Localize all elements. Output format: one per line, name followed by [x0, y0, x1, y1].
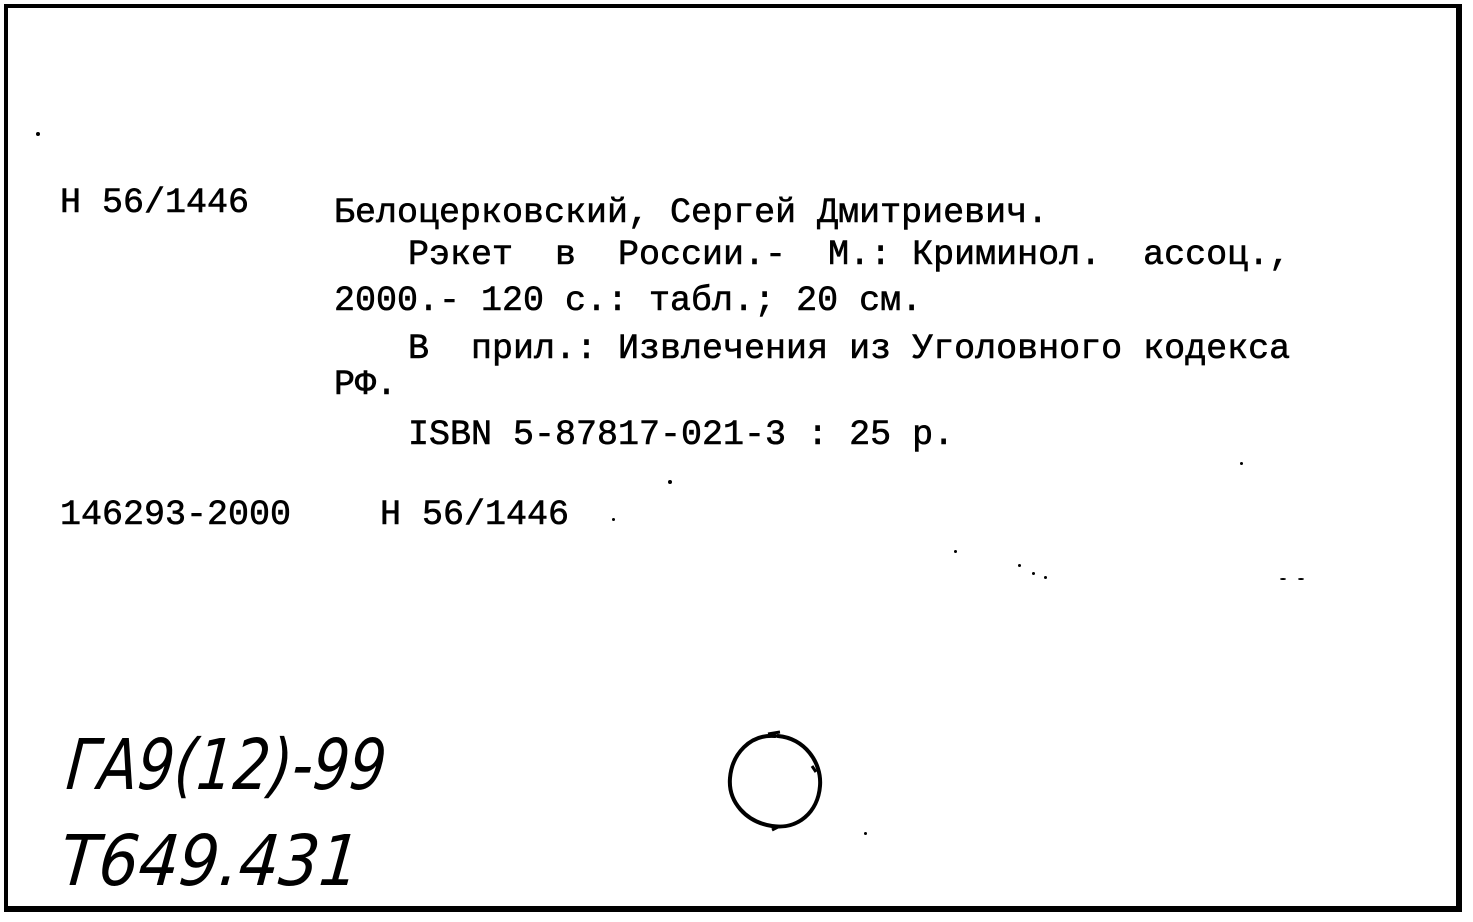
scan-speck	[864, 832, 867, 835]
scan-speck	[1044, 576, 1047, 579]
call-number: Н 56/1446	[60, 183, 250, 223]
author-heading: Белоцерковский, Сергей Дмитриевич.	[334, 193, 1049, 233]
scan-speck	[954, 550, 957, 553]
catalog-card	[4, 4, 1462, 912]
scan-speck	[1240, 462, 1243, 465]
note-line-continued: РФ.	[334, 365, 398, 405]
record-call-number: Н 56/1446	[380, 495, 570, 535]
handwritten-shelf-mark: Т649.431	[56, 820, 364, 902]
isbn-line: ISBN 5-87817-021-3 : 25 р.	[408, 415, 955, 455]
scan-speck	[1280, 578, 1286, 580]
scan-speck	[36, 132, 40, 136]
title-imprint-line: Рэкет в России.- М.: Криминол. ассоц.,	[408, 235, 1291, 275]
record-number: 146293-2000	[60, 495, 292, 535]
publication-line: 2000.- 120 с.: табл.; 20 см.	[334, 281, 923, 321]
scan-speck	[1018, 564, 1021, 567]
note-line: В прил.: Извлечения из Уголовного кодекса	[408, 329, 1291, 369]
scan-speck	[612, 518, 615, 521]
handwritten-classification: ГА9(12)-99	[63, 724, 390, 806]
scan-speck	[1032, 572, 1035, 575]
scan-speck	[1298, 578, 1304, 580]
circle-stamp-icon	[720, 726, 830, 836]
scan-speck	[668, 480, 672, 484]
